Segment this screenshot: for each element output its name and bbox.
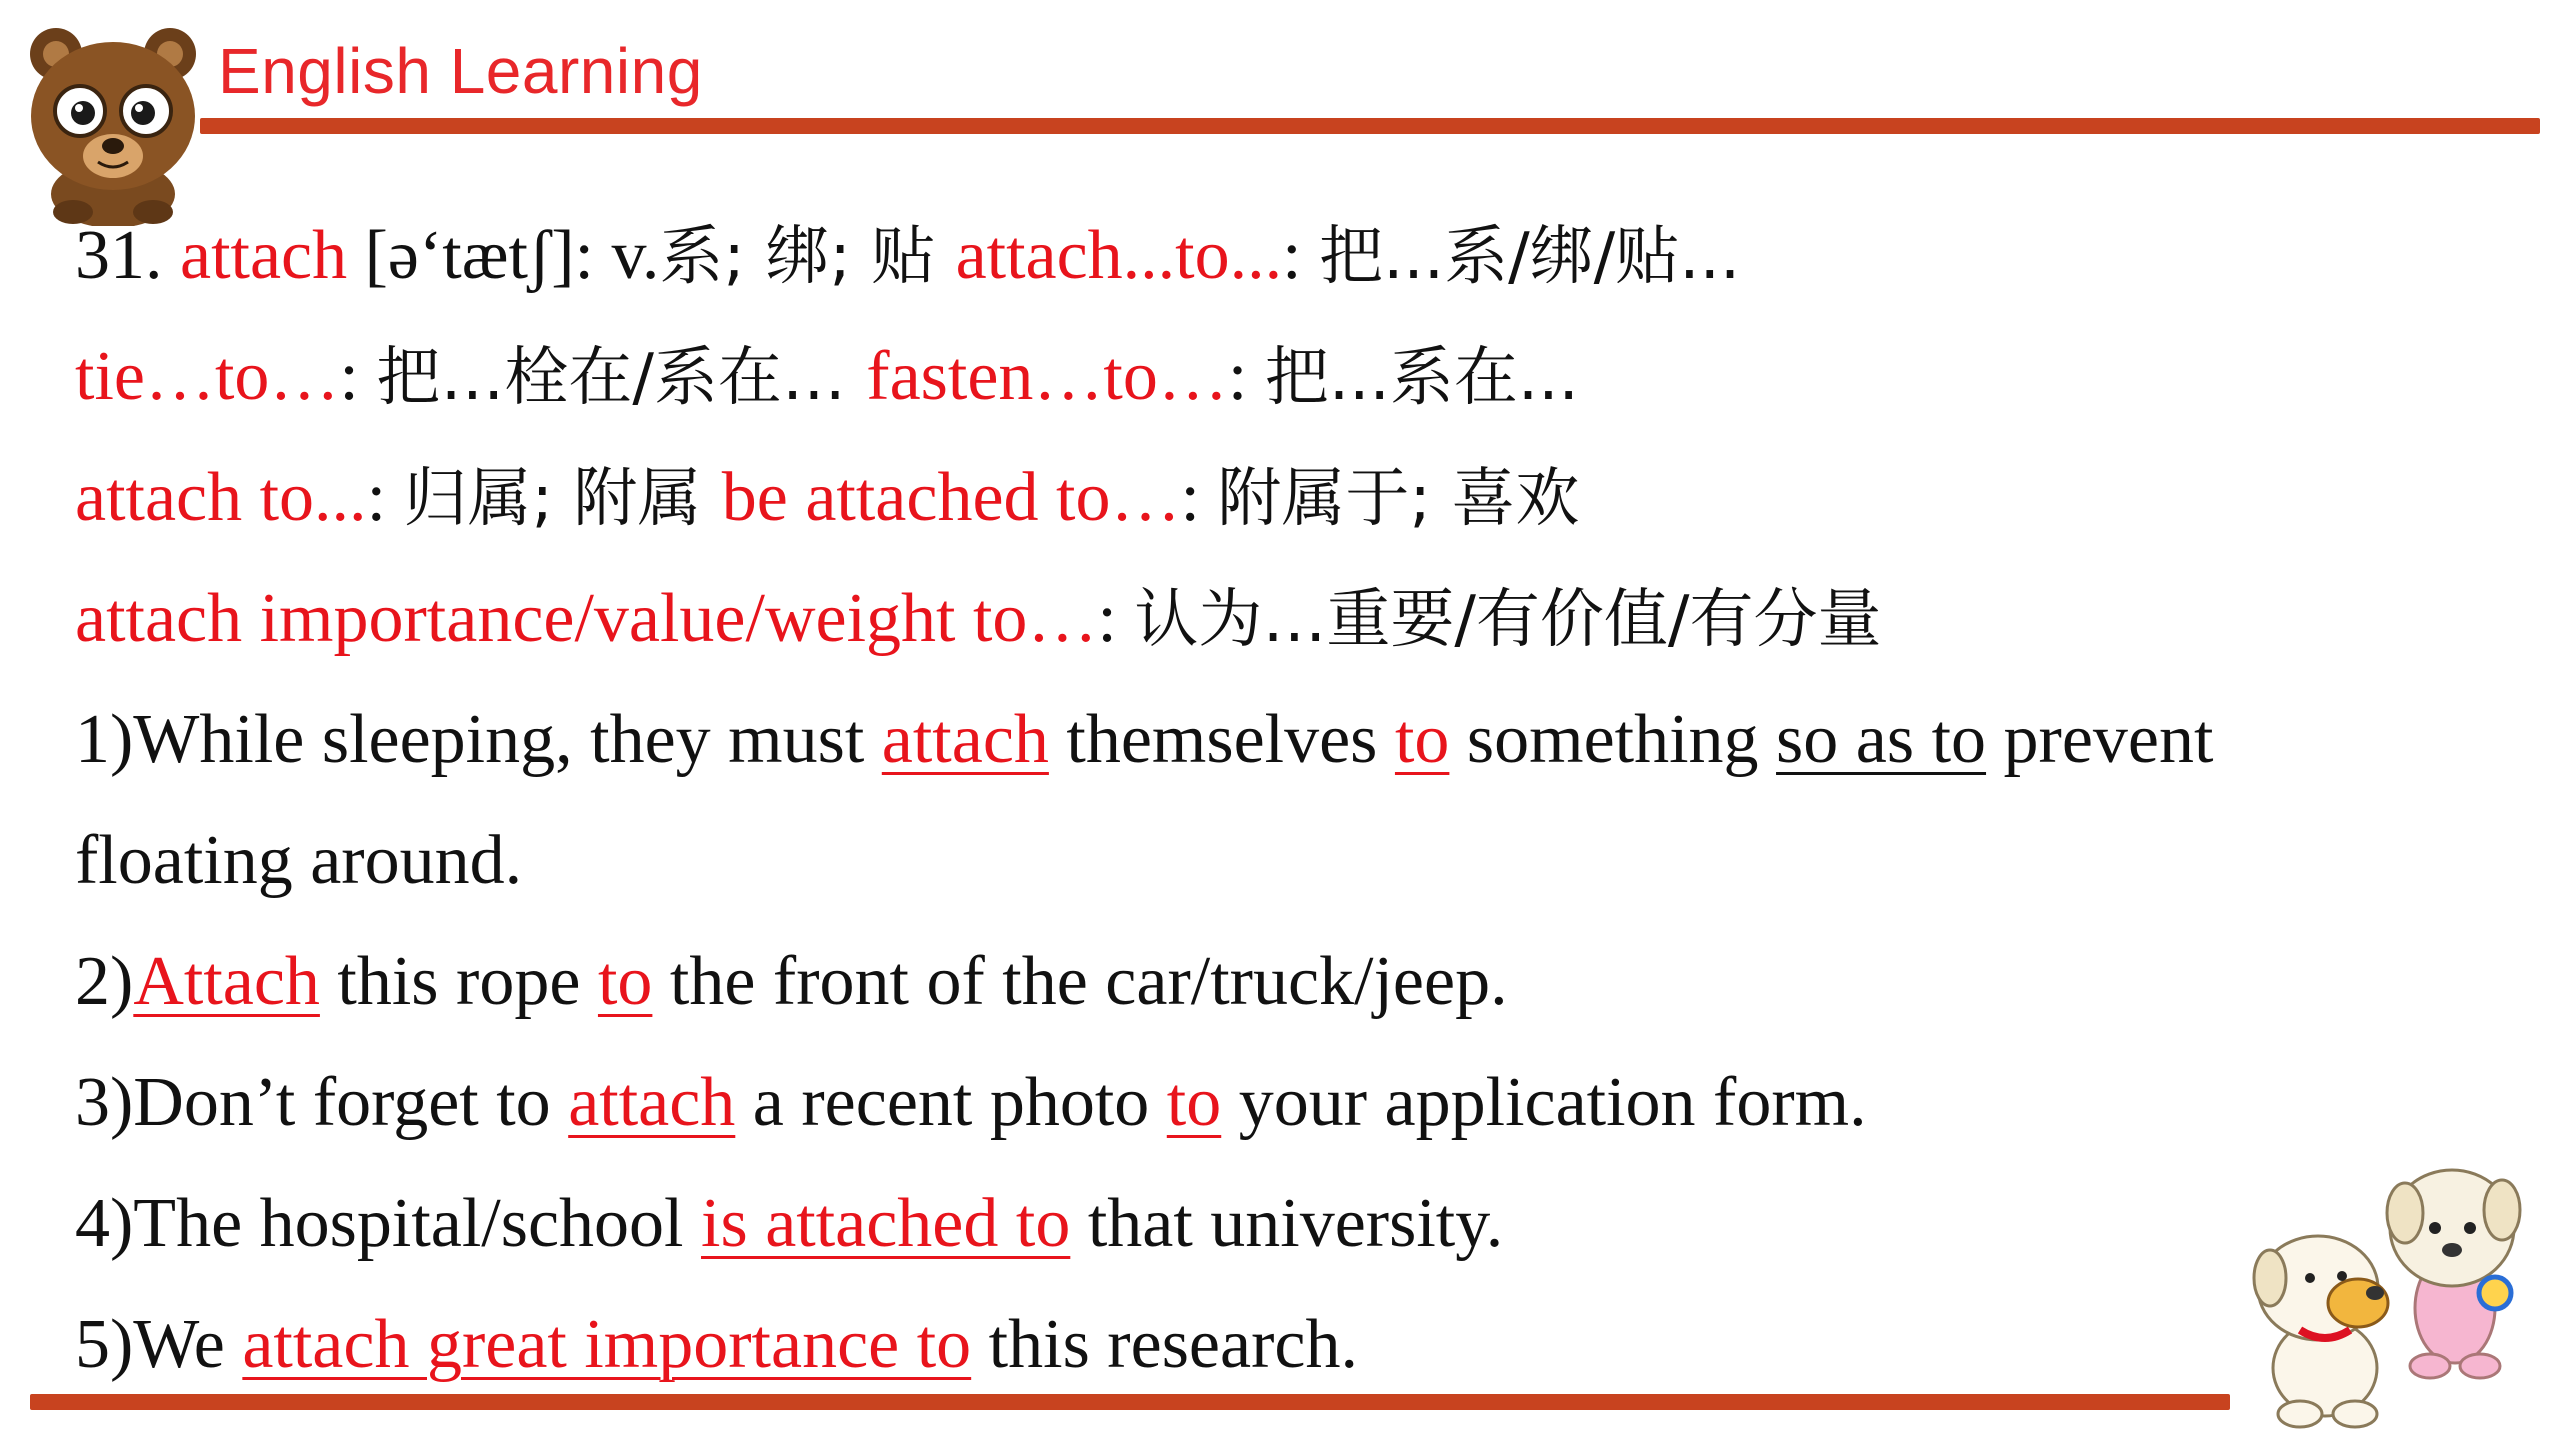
text-line [75, 1042, 2495, 1163]
text-segment: something [1449, 701, 1777, 778]
text-segment: themselves [1048, 701, 1395, 778]
text-line [75, 558, 2495, 679]
text-segment: : [1227, 338, 1265, 415]
keyword: attach [180, 217, 348, 294]
text-segment: prevent [1986, 701, 2214, 778]
text-segment: floating around. [75, 822, 523, 899]
text-segment: this rope [319, 943, 598, 1020]
chinese-gloss: 把...系/绑/贴... [1319, 220, 1741, 294]
text-segment: your application form. [1221, 1064, 1867, 1141]
text-segment: : [1180, 459, 1218, 536]
keyword: attach...to... [955, 217, 1283, 294]
text-segment: the front of the car/truck/jeep. [652, 943, 1508, 1020]
keyword: attach importance/value/weight to… [75, 580, 1098, 657]
chinese-gloss: 认为…重要/有价值/有分量 [1134, 583, 1882, 657]
text-line [75, 437, 2495, 558]
text-segment: 2) [75, 943, 134, 1020]
text-segment: 5)We [75, 1306, 243, 1383]
highlighted-phrase: is attached to [701, 1185, 1071, 1262]
text-segment: 1)While sleeping, they must [75, 701, 882, 778]
cartoon-dogs-icon [2230, 1118, 2550, 1433]
chinese-gloss: 系; 绑; 贴 [659, 220, 956, 294]
text-line [75, 800, 2495, 921]
text-segment: : [366, 459, 404, 536]
header-divider [200, 118, 2540, 134]
text-segment: 3)Don’t forget to [75, 1064, 569, 1141]
keyword: attach to... [75, 459, 367, 536]
highlighted-phrase: Attach [133, 943, 320, 1020]
text-segment: : [339, 338, 377, 415]
text-segment: this research. [971, 1306, 1358, 1383]
text-segment: 31. [75, 217, 180, 294]
text-line [75, 316, 2495, 437]
text-segment: 4)The hospital/school [75, 1185, 702, 1262]
chinese-gloss: 把…栓在/系在… [376, 341, 867, 415]
footer-divider [30, 1394, 2230, 1410]
text-line [75, 195, 2495, 316]
highlighted-phrase: to [1166, 1064, 1222, 1141]
highlighted-phrase: attach great importance to [242, 1306, 972, 1383]
text-line [75, 921, 2495, 1042]
text-line [75, 1163, 2495, 1284]
chinese-gloss: 把...系在... [1264, 341, 1579, 415]
highlighted-phrase: so as to [1776, 701, 1987, 778]
keyword: be attached to… [721, 459, 1181, 536]
text-segment: : [1282, 217, 1320, 294]
text-segment: that university. [1070, 1185, 1504, 1262]
text-segment: a recent photo [735, 1064, 1167, 1141]
keyword: fasten…to… [866, 338, 1228, 415]
highlighted-phrase: to [1394, 701, 1450, 778]
text-line [75, 679, 2495, 800]
highlighted-phrase: to [597, 943, 653, 1020]
text-segment: [ə‘tætʃ]: v. [347, 217, 660, 294]
header-title: English Learning [218, 35, 703, 107]
chinese-gloss: 归属; 附属 [403, 462, 722, 536]
chinese-gloss: 附属于; 喜欢 [1217, 462, 1580, 536]
keyword: tie…to… [75, 338, 340, 415]
text-line [75, 1284, 2495, 1405]
highlighted-phrase: attach [881, 701, 1049, 778]
vocabulary-content [75, 195, 2495, 1405]
text-segment: : [1097, 580, 1135, 657]
highlighted-phrase: attach [568, 1064, 736, 1141]
